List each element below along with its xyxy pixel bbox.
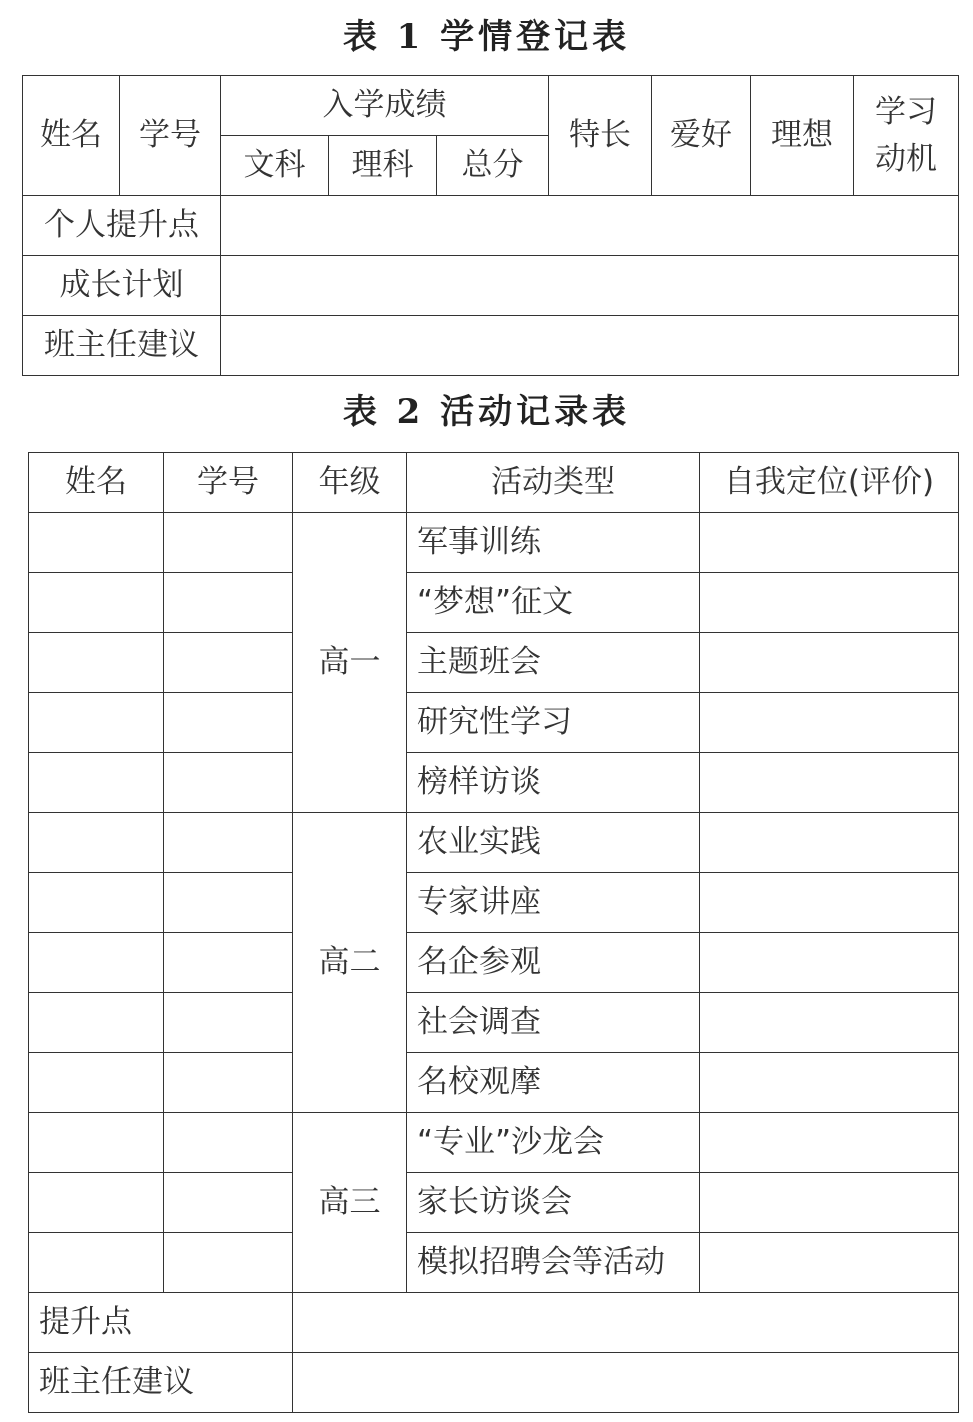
activity-cell: 家长访谈会 <box>407 1173 700 1233</box>
activity-cell: 名校观摩 <box>407 1053 700 1113</box>
student-id-cell[interactable] <box>164 633 293 693</box>
grade-cell-2: 高二 <box>293 813 407 1113</box>
header-name: 姓名 <box>23 76 120 196</box>
student-info-table <box>22 75 959 376</box>
student-id-cell[interactable] <box>164 813 293 873</box>
header-liberal-arts: 文科 <box>221 136 329 196</box>
evaluation-cell[interactable] <box>700 693 959 753</box>
row-label-growth-plan: 成长计划 <box>23 256 221 316</box>
grade-cell-1: 高一 <box>293 513 407 813</box>
name-cell[interactable] <box>29 753 164 813</box>
student-id-cell[interactable] <box>164 993 293 1053</box>
evaluation-cell[interactable] <box>700 813 959 873</box>
name-cell[interactable] <box>29 693 164 753</box>
name-cell[interactable] <box>29 933 164 993</box>
student-id-cell[interactable] <box>164 1173 293 1233</box>
activity-cell: 社会调查 <box>407 993 700 1053</box>
activity-cell: 农业实践 <box>407 813 700 873</box>
header-total: 总分 <box>437 136 549 196</box>
evaluation-cell[interactable] <box>700 513 959 573</box>
student-id-cell[interactable] <box>164 1053 293 1113</box>
activity-cell: 专家讲座 <box>407 873 700 933</box>
student-id-cell[interactable] <box>164 1113 293 1173</box>
header-entrance-score: 入学成绩 <box>221 76 549 136</box>
header-specialty: 特长 <box>549 76 652 196</box>
row-value-growth-plan[interactable] <box>221 256 959 316</box>
evaluation-cell[interactable] <box>700 1053 959 1113</box>
evaluation-cell[interactable] <box>700 873 959 933</box>
activity-cell: 主题班会 <box>407 633 700 693</box>
name-cell[interactable] <box>29 1053 164 1113</box>
header-ideal: 理想 <box>751 76 854 196</box>
footer-label-teacher-advice: 班主任建议 <box>29 1353 293 1413</box>
student-id-cell[interactable] <box>164 693 293 753</box>
student-id-cell[interactable] <box>164 753 293 813</box>
header-motivation <box>854 76 959 196</box>
name-cell[interactable] <box>29 573 164 633</box>
student-id-cell[interactable] <box>164 1233 293 1293</box>
activity-cell: 军事训练 <box>407 513 700 573</box>
evaluation-cell[interactable] <box>700 633 959 693</box>
name-cell[interactable] <box>29 813 164 873</box>
evaluation-cell[interactable] <box>700 573 959 633</box>
header-science: 理科 <box>329 136 437 196</box>
activity-cell: 榜样访谈 <box>407 753 700 813</box>
name-cell[interactable] <box>29 1173 164 1233</box>
header-activity-type: 活动类型 <box>407 453 700 513</box>
student-id-cell[interactable] <box>164 513 293 573</box>
table2-title: 表 2 活动记录表 <box>342 392 631 432</box>
footer-value-improvement[interactable] <box>293 1293 959 1353</box>
name-cell[interactable] <box>29 1113 164 1173</box>
row-value-improvement[interactable] <box>221 196 959 256</box>
activity-cell: 模拟招聘会等活动 <box>407 1233 700 1293</box>
table1-title: 表 1 学情登记表 <box>342 17 631 57</box>
evaluation-cell[interactable] <box>700 1173 959 1233</box>
student-id-cell[interactable] <box>164 933 293 993</box>
row-label-teacher-advice: 班主任建议 <box>23 316 221 376</box>
header-self-evaluation: 自我定位(评价) <box>700 453 959 513</box>
footer-value-teacher-advice[interactable] <box>293 1353 959 1413</box>
evaluation-cell[interactable] <box>700 753 959 813</box>
evaluation-cell[interactable] <box>700 1233 959 1293</box>
name-cell[interactable] <box>29 513 164 573</box>
name-cell[interactable] <box>29 633 164 693</box>
student-id-cell[interactable] <box>164 873 293 933</box>
header-hobby: 爱好 <box>652 76 751 196</box>
activity-record-table <box>28 452 959 1413</box>
header-student-id: 学号 <box>164 453 293 513</box>
header-grade: 年级 <box>293 453 407 513</box>
activity-cell: 研究性学习 <box>407 693 700 753</box>
row-value-teacher-advice[interactable] <box>221 316 959 376</box>
evaluation-cell[interactable] <box>700 993 959 1053</box>
footer-label-improvement: 提升点 <box>29 1293 293 1353</box>
name-cell[interactable] <box>29 873 164 933</box>
student-id-cell[interactable] <box>164 573 293 633</box>
evaluation-cell[interactable] <box>700 933 959 993</box>
header-motivation-line1: 学习 <box>875 94 938 130</box>
header-student-id: 学号 <box>120 76 221 196</box>
header-motivation-line2: 动机 <box>875 140 938 177</box>
activity-cell: “梦想”征文 <box>407 573 700 633</box>
name-cell[interactable] <box>29 1233 164 1293</box>
activity-cell: 名企参观 <box>407 933 700 993</box>
activity-cell: “专业”沙龙会 <box>407 1113 700 1173</box>
evaluation-cell[interactable] <box>700 1113 959 1173</box>
header-name: 姓名 <box>29 453 164 513</box>
grade-cell-3: 高三 <box>293 1113 407 1293</box>
row-label-improvement: 个人提升点 <box>23 196 221 256</box>
name-cell[interactable] <box>29 993 164 1053</box>
